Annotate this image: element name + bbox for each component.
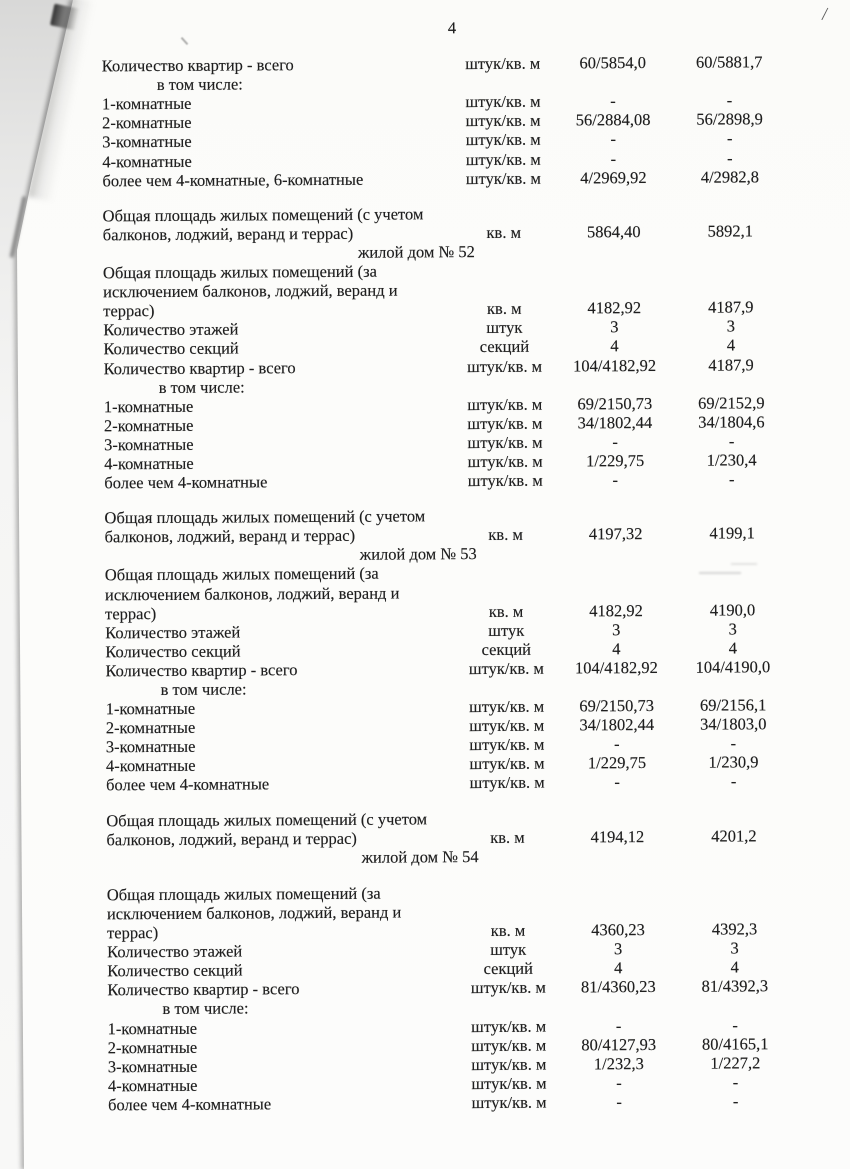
row-label-line: Общая площадь жилых помещений (за: [106, 883, 381, 905]
row-value-2: 4: [728, 638, 737, 658]
row-label-line: исключением балконов, лоджий, веранд и: [104, 583, 400, 604]
row-unit: штук/кв. м: [466, 356, 543, 376]
row-value-2: -: [728, 431, 735, 451]
row-value-1: 56/2884,08: [575, 110, 651, 130]
row-unit: штук/кв. м: [467, 413, 543, 433]
row-label-line: Общая площадь жилых помещений (за: [102, 261, 377, 283]
row-label: [106, 755, 451, 776]
row-label-line: Количество квартир - всего: [103, 357, 296, 378]
row-unit: штук/кв. м: [467, 394, 543, 414]
row-label: [107, 940, 452, 961]
row-unit: штук/кв. м: [471, 1073, 547, 1093]
row-label: [105, 564, 450, 623]
row-value-2: -: [726, 148, 733, 168]
row-value-2: 4190,0: [709, 599, 756, 620]
row-label-line: 1-комнатные: [107, 1018, 198, 1038]
row-label-line: балконов, лоджий, веранд и террас): [102, 223, 354, 245]
row-unit: штук/кв. м: [465, 91, 541, 112]
row-label-line: 4-комнатные: [105, 756, 196, 776]
row-label-line: Общая площадь жилых помещений (с учетом: [104, 506, 426, 528]
row-value-1: 4: [610, 336, 619, 356]
row-label-line: 2-комнатные: [102, 113, 192, 133]
row-unit: штук/кв. м: [469, 696, 545, 717]
page-number: 4: [447, 18, 457, 38]
row-value-1: 34/1802,44: [579, 715, 655, 735]
row-value-1: 3: [613, 939, 623, 959]
row-label: [108, 1036, 453, 1057]
house-header: жилой дом № 52: [357, 241, 475, 262]
row-label-line: Количество квартир - всего: [101, 55, 294, 76]
row-unit: штук/кв. м: [465, 130, 541, 150]
row-value-2: 4: [726, 335, 736, 355]
row-label-line: 4-комнатные: [107, 1075, 198, 1096]
row-label-line: более чем 4-комнатные: [108, 1094, 272, 1115]
row-label: [102, 150, 447, 171]
row-value-2: 104/4190,0: [695, 657, 771, 677]
row-unit: штук/кв. м: [467, 432, 543, 452]
row-label-line: 3-комнатные: [103, 434, 194, 455]
row-label: [106, 809, 451, 849]
row-unit: кв. м: [490, 827, 525, 847]
row-unit: секций: [481, 639, 532, 659]
row-label-line: исключением балконов, лоджий, веранд и: [106, 902, 402, 924]
row-label: [102, 54, 447, 75]
row-value-1: 4194,12: [590, 826, 645, 846]
row-value-2: -: [728, 469, 735, 489]
row-label-line: 3-комнатные: [105, 737, 196, 757]
pen-slash-mark: /: [820, 3, 829, 26]
row-value-2: 34/1804,6: [698, 412, 765, 432]
row-label-line: балконов, лоджий, веранд и террас): [106, 828, 357, 849]
row-label: [106, 735, 451, 756]
row-value-2: -: [730, 771, 737, 791]
row-label: [103, 204, 448, 244]
row-label: в том числе:: [160, 679, 247, 699]
row-label: [104, 433, 449, 454]
row-label: в том числе:: [156, 74, 243, 95]
row-value-1: 3: [610, 317, 619, 337]
row-value-2: -: [732, 1014, 738, 1034]
row-label: [104, 414, 449, 435]
row-value-2: 69/2156,1: [699, 695, 767, 715]
row-label-line: террас): [106, 923, 159, 943]
row-unit: кв. м: [488, 601, 524, 621]
row-unit: штук/кв. м: [469, 715, 545, 736]
row-label: [106, 697, 451, 718]
row-value-2: 3: [726, 316, 736, 336]
row-label: [105, 621, 450, 642]
row-label-line: террас): [105, 603, 157, 623]
row-unit: штук/кв. м: [471, 1092, 547, 1112]
row-value-1: 34/1802,44: [577, 412, 653, 433]
row-label: в том числе:: [158, 377, 245, 397]
row-value-2: -: [732, 1072, 739, 1092]
row-unit: кв. м: [486, 222, 522, 242]
row-label-line: Количество квартир - всего: [107, 979, 300, 1000]
row-value-1: -: [616, 1072, 622, 1092]
table-row: [104, 504, 779, 546]
table-row: [102, 167, 777, 190]
row-label: [108, 1093, 453, 1114]
row-value-2: -: [726, 90, 733, 110]
row-unit: штук/кв. м: [468, 658, 545, 678]
row-value-1: -: [610, 129, 617, 149]
row-unit: штук: [490, 939, 527, 960]
row-value-2: -: [730, 733, 737, 753]
row-unit: штук: [488, 620, 525, 640]
row-value-1: 81/4360,23: [580, 977, 656, 997]
row-label: [104, 471, 449, 492]
row-value-1: 69/2150,73: [579, 696, 655, 716]
row-value-1: 1/229,75: [587, 753, 647, 773]
row-value-1: 60/5854,0: [579, 53, 647, 73]
row-label-line: Количество секций: [105, 641, 241, 662]
row-value-2: 60/5881,7: [695, 52, 763, 72]
row-label: [104, 357, 449, 378]
row-value-1: 4/2969,92: [580, 167, 647, 188]
row-label: [102, 169, 447, 190]
row-unit: штук/кв. м: [469, 753, 545, 774]
row-value-2: 4199,1: [709, 523, 755, 543]
row-label: [105, 659, 450, 680]
row-value-2: 69/2152,9: [698, 392, 765, 413]
row-label-line: Количество этажей: [103, 319, 239, 340]
row-value-1: 4360,23: [591, 920, 645, 940]
row-unit: штук/кв. м: [465, 111, 541, 131]
row-unit: секций: [479, 337, 530, 357]
row-value-1: 5864,40: [586, 221, 641, 242]
row-unit: штук/кв. м: [469, 734, 545, 755]
house-header: жилой дом № 54: [361, 846, 479, 867]
row-unit: штук/кв. м: [471, 1016, 547, 1036]
row-value-2: 4: [730, 957, 739, 977]
row-unit: штук/кв. м: [471, 1054, 547, 1074]
row-value-1: 1/232,3: [593, 1053, 644, 1074]
row-label-line: 3-комнатные: [102, 132, 192, 152]
row-label: [102, 92, 447, 113]
row-unit: штук/кв. м: [465, 149, 541, 169]
row-unit: штук/кв. м: [467, 451, 543, 472]
row-value-1: 104/4182,92: [574, 657, 658, 678]
row-label-line: 1-комнатные: [103, 396, 194, 416]
row-label-line: Количество этажей: [107, 941, 243, 962]
row-unit: штук/кв. м: [465, 53, 541, 74]
row-unit: секций: [483, 958, 533, 979]
table-row: [103, 259, 778, 320]
table-row: [103, 202, 778, 244]
row-label: [102, 112, 447, 133]
row-unit: штук/кв. м: [467, 470, 543, 491]
row-value-1: 80/4127,93: [581, 1034, 657, 1054]
row-label: [102, 131, 447, 152]
table-row: [104, 469, 779, 492]
row-label-line: более чем 4-комнатные: [106, 774, 270, 795]
row-label-line: более чем 4-комнатные, 6-комнатные: [102, 169, 364, 190]
row-label: [104, 395, 449, 416]
document-content: [101, 16, 783, 1114]
row-label: [108, 1055, 453, 1076]
row-label-line: Количество секций: [107, 960, 243, 981]
row-label-line: террас): [103, 301, 155, 321]
row-label: [106, 716, 451, 737]
row-unit: штук/кв. м: [471, 1035, 547, 1055]
row-value-2: 34/1803,0: [699, 714, 767, 734]
row-value-2: 80/4165,1: [701, 1033, 769, 1054]
row-value-2: -: [732, 1091, 739, 1111]
row-value-1: -: [615, 1015, 622, 1035]
row-value-2: -: [726, 128, 733, 148]
row-value-2: 1/227,2: [710, 1052, 761, 1073]
row-value-2: 5892,1: [707, 221, 754, 241]
row-value-2: 1/230,9: [708, 752, 759, 772]
row-label-line: 1-комнатные: [105, 698, 196, 719]
row-value-1: -: [612, 470, 619, 490]
row-value-2: 81/4392,3: [701, 976, 769, 996]
row-label: [107, 883, 452, 942]
row-label-line: 4-комнатные: [104, 453, 194, 474]
row-value-1: 4: [612, 638, 621, 659]
row-value-1: 4: [614, 958, 623, 978]
row-label-line: Общая площадь жилых помещений (с учетом: [102, 204, 424, 226]
row-value-1: -: [614, 734, 620, 754]
row-unit: штук/кв. м: [470, 977, 546, 998]
row-unit: штук/кв. м: [469, 773, 545, 793]
row-value-2: 4187,9: [708, 354, 754, 375]
row-label-line: Количество квартир - всего: [105, 660, 298, 681]
row-label-line: 4-комнатные: [102, 151, 192, 171]
row-label-line: 2-комнатные: [103, 415, 194, 436]
row-label: [104, 452, 449, 473]
row-label: [103, 319, 448, 340]
row-label-line: более чем 4-комнатные: [104, 472, 268, 493]
row-label-line: Общая площадь жилых помещений (за: [104, 564, 379, 585]
row-label-line: исключением балконов, лоджий, веранд и: [103, 280, 398, 302]
row-label: [107, 979, 452, 1000]
row-value-2: 1/230,4: [706, 450, 757, 470]
row-value-1: 3: [612, 619, 621, 639]
row-label: [107, 959, 452, 980]
row-value-1: 1/229,75: [585, 450, 645, 471]
table-row: [106, 772, 781, 795]
row-label-line: Количество секций: [103, 338, 239, 359]
row-value-1: -: [610, 91, 616, 111]
row-value-1: -: [610, 148, 617, 168]
row-label-line: 2-комнатные: [105, 717, 196, 738]
row-label: [103, 338, 448, 359]
row-label-line: 1-комнатные: [101, 94, 192, 114]
row-value-1: 69/2150,73: [577, 393, 653, 414]
row-value-1: 4182,92: [587, 298, 642, 318]
table-row: [105, 562, 780, 623]
row-label: [106, 774, 451, 795]
row-value-2: 4/2982,8: [700, 166, 760, 187]
row-unit: кв. м: [488, 525, 523, 545]
row-value-2: 4187,9: [707, 297, 754, 317]
row-label-line: Общая площадь жилых помещений (с учетом: [106, 808, 428, 830]
row-label: [104, 506, 449, 546]
row-label-line: балконов, лоджий, веранд и террас): [104, 526, 356, 547]
row-value-1: 104/4182,92: [573, 355, 657, 375]
row-unit: кв. м: [490, 920, 526, 940]
row-label: в том числе:: [162, 998, 249, 1019]
row-value-2: 3: [728, 619, 737, 639]
table-row: [106, 807, 781, 849]
row-value-2: 3: [730, 938, 739, 958]
row-value-2: 4201,2: [711, 825, 757, 846]
row-value-2: 4392,3: [711, 919, 758, 939]
row-label: [103, 261, 448, 320]
row-label: [108, 1074, 453, 1095]
row-value-1: -: [612, 432, 618, 452]
row-value-2: 56/2898,9: [696, 109, 763, 130]
table-row: [107, 881, 782, 942]
house-header: жилой дом № 53: [359, 544, 477, 565]
row-value-1: -: [614, 772, 620, 792]
row-unit: штук/кв. м: [465, 168, 542, 188]
row-value-1: 4182,92: [589, 600, 643, 620]
row-label-line: 3-комнатные: [107, 1056, 198, 1076]
row-label-line: Количество этажей: [105, 622, 241, 643]
row-label: [108, 1017, 453, 1038]
row-label-line: 2-комнатные: [107, 1037, 198, 1057]
row-unit: штук: [486, 318, 523, 338]
row-unit: кв. м: [486, 298, 522, 319]
row-value-1: -: [616, 1092, 622, 1112]
document-table: [102, 52, 783, 1114]
row-label: [105, 640, 450, 661]
row-value-1: 4197,32: [588, 524, 643, 544]
